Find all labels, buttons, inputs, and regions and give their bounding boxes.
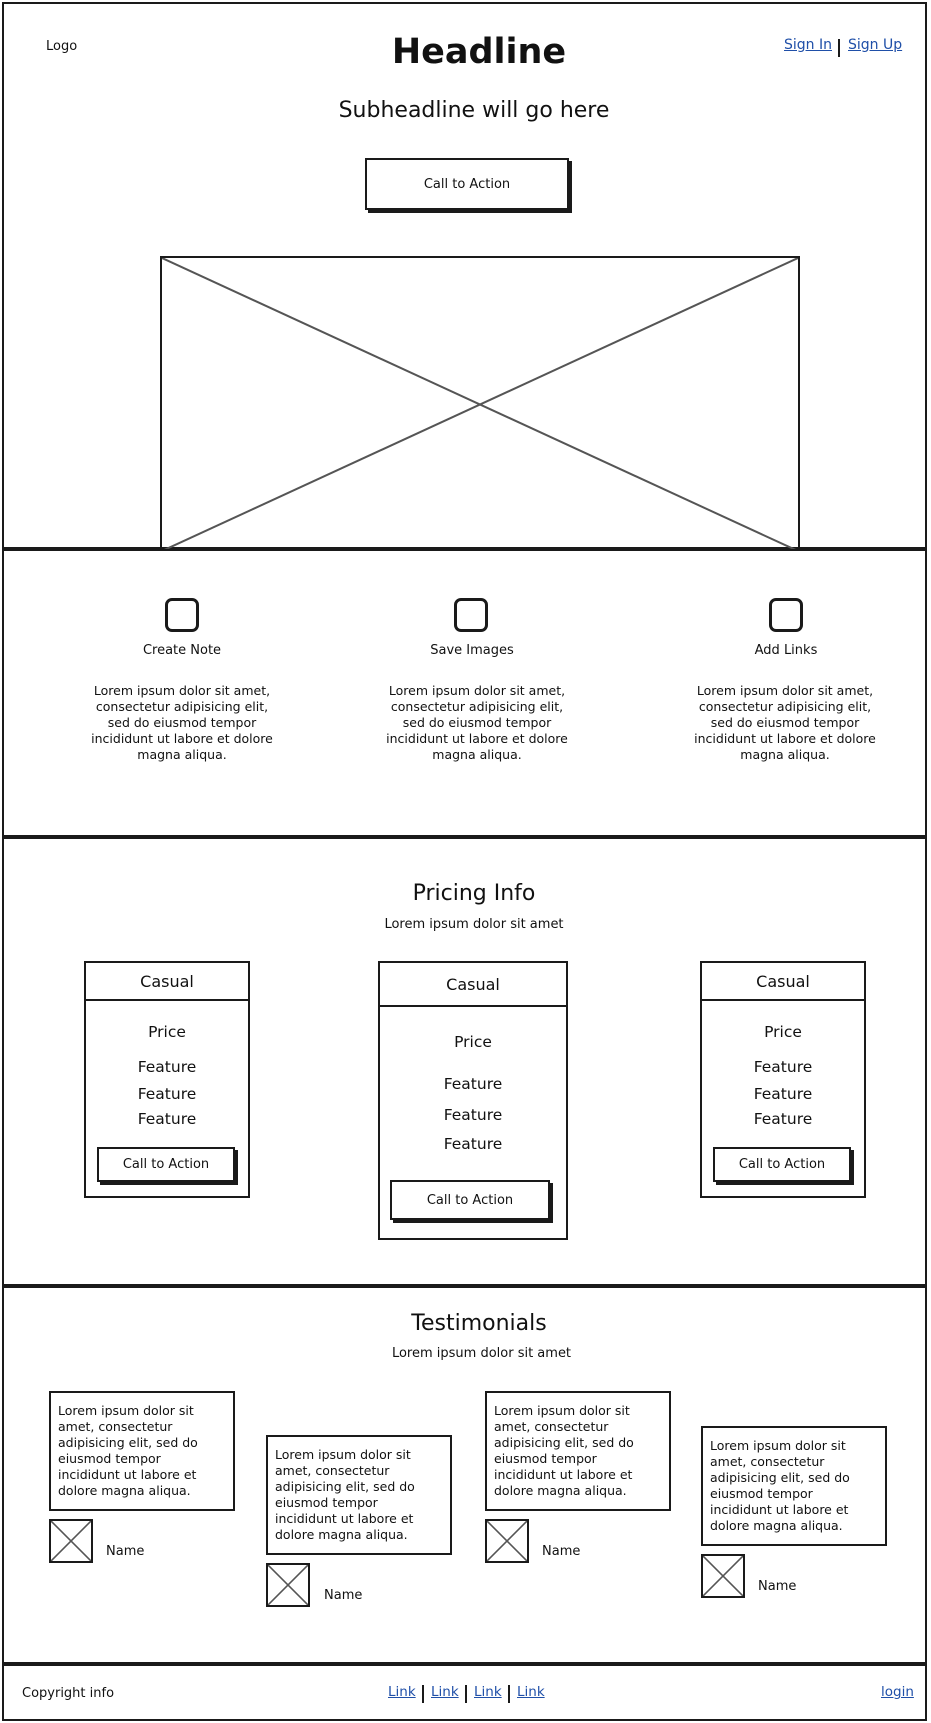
avatar bbox=[49, 1519, 93, 1563]
footer-link[interactable]: Link bbox=[388, 1684, 416, 1700]
testimonials-section bbox=[2, 1286, 927, 1664]
feature-icon bbox=[454, 598, 488, 632]
testimonial-quote: Lorem ipsum dolor sit amet, consectetur adipisicing elit, sed do eiusmod tempor incididunt ut labore et dolore magna aliqua. bbox=[701, 1426, 887, 1546]
footer-separator bbox=[465, 1685, 467, 1703]
footer-link[interactable]: Link bbox=[517, 1684, 545, 1700]
testimonial-quote: Lorem ipsum dolor sit amet, consectetur adipisicing elit, sed do eiusmod tempor incididunt ut labore et dolore magna aliqua. bbox=[266, 1435, 452, 1555]
footer-links bbox=[384, 1684, 574, 1704]
plan-cta-button[interactable]: Call to Action bbox=[713, 1147, 851, 1182]
sign-up-link[interactable]: Sign Up bbox=[848, 37, 903, 53]
feature-description: Lorem ipsum dolor sit amet, consectetur adipisicing elit, sed do eiusmod tempor incididunt ut labore et dolore magna aliqua. bbox=[386, 683, 568, 762]
feature-title: Save Images bbox=[430, 643, 514, 658]
feature-description: Lorem ipsum dolor sit amet, consectetur adipisicing elit, sed do eiusmod tempor incididunt ut labore et dolore magna aliqua. bbox=[91, 683, 273, 762]
plan-cta-button[interactable]: Call to Action bbox=[97, 1147, 235, 1182]
copyright-text: Copyright info bbox=[22, 1686, 115, 1701]
logo[interactable]: Logo bbox=[46, 39, 78, 54]
avatar bbox=[701, 1554, 745, 1598]
avatar bbox=[266, 1563, 310, 1607]
plan-price: Price bbox=[764, 1023, 802, 1041]
sign-in-link[interactable]: Sign In bbox=[784, 37, 832, 53]
image-placeholder-icon bbox=[162, 258, 798, 551]
testimonials-title: Testimonials bbox=[411, 1311, 547, 1336]
plan-name: Casual bbox=[86, 963, 248, 1001]
plan-feature: Feature bbox=[753, 1110, 813, 1128]
auth-links bbox=[784, 37, 903, 53]
plan-feature: Feature bbox=[443, 1135, 503, 1153]
page-subheadline: Subheadline will go here bbox=[338, 98, 610, 123]
feature-title: Add Links bbox=[754, 643, 818, 658]
plan-feature: Feature bbox=[137, 1058, 197, 1076]
plan-price: Price bbox=[454, 1033, 492, 1051]
feature-description: Lorem ipsum dolor sit amet, consectetur adipisicing elit, sed do eiusmod tempor incididunt ut labore et dolore magna aliqua. bbox=[694, 683, 876, 762]
pricing-card bbox=[378, 961, 568, 1240]
testimonial-quote: Lorem ipsum dolor sit amet, consectetur adipisicing elit, sed do eiusmod tempor incididunt ut labore et dolore magna aliqua. bbox=[485, 1391, 671, 1511]
footer-separator bbox=[422, 1685, 424, 1703]
avatar-placeholder-icon bbox=[487, 1521, 527, 1561]
testimonial-name: Name bbox=[106, 1544, 145, 1559]
feature-title: Create Note bbox=[142, 643, 222, 658]
plan-feature: Feature bbox=[753, 1085, 813, 1103]
plan-name: Casual bbox=[702, 963, 864, 1001]
plan-feature: Feature bbox=[137, 1110, 197, 1128]
testimonial-quote: Lorem ipsum dolor sit amet, consectetur adipisicing elit, sed do eiusmod tempor incididunt ut labore et dolore magna aliqua. bbox=[49, 1391, 235, 1511]
testimonial-name: Name bbox=[542, 1544, 581, 1559]
plan-price: Price bbox=[148, 1023, 186, 1041]
footer-link[interactable]: Link bbox=[474, 1684, 502, 1700]
features-section bbox=[2, 549, 927, 837]
avatar-placeholder-icon bbox=[703, 1556, 743, 1596]
page-headline: Headline bbox=[391, 32, 567, 72]
testimonials-subtitle: Lorem ipsum dolor sit amet bbox=[391, 1346, 572, 1361]
plan-feature: Feature bbox=[443, 1075, 503, 1093]
plan-feature: Feature bbox=[137, 1085, 197, 1103]
login-link[interactable]: login bbox=[881, 1684, 914, 1700]
pricing-card bbox=[84, 961, 250, 1198]
plan-name: Casual bbox=[380, 963, 566, 1007]
hero-image-placeholder bbox=[160, 256, 800, 551]
plan-feature: Feature bbox=[443, 1106, 503, 1124]
avatar-placeholder-icon bbox=[268, 1565, 308, 1605]
pricing-section bbox=[2, 837, 927, 1286]
avatar-placeholder-icon bbox=[51, 1521, 91, 1561]
footer-link[interactable]: Link bbox=[431, 1684, 459, 1700]
feature-icon bbox=[769, 598, 803, 632]
footer bbox=[2, 1664, 927, 1721]
feature-icon bbox=[165, 598, 199, 632]
hero-cta-button[interactable]: Call to Action bbox=[365, 158, 569, 210]
hero-section bbox=[2, 2, 927, 549]
testimonial-name: Name bbox=[324, 1588, 363, 1603]
pricing-title: Pricing Info bbox=[412, 881, 536, 906]
pricing-card bbox=[700, 961, 866, 1198]
footer-separator bbox=[508, 1685, 510, 1703]
testimonial-name: Name bbox=[758, 1579, 797, 1594]
avatar bbox=[485, 1519, 529, 1563]
plan-cta-button[interactable]: Call to Action bbox=[390, 1180, 550, 1220]
pricing-subtitle: Lorem ipsum dolor sit amet bbox=[384, 917, 564, 932]
plan-feature: Feature bbox=[753, 1058, 813, 1076]
auth-separator bbox=[838, 39, 840, 57]
